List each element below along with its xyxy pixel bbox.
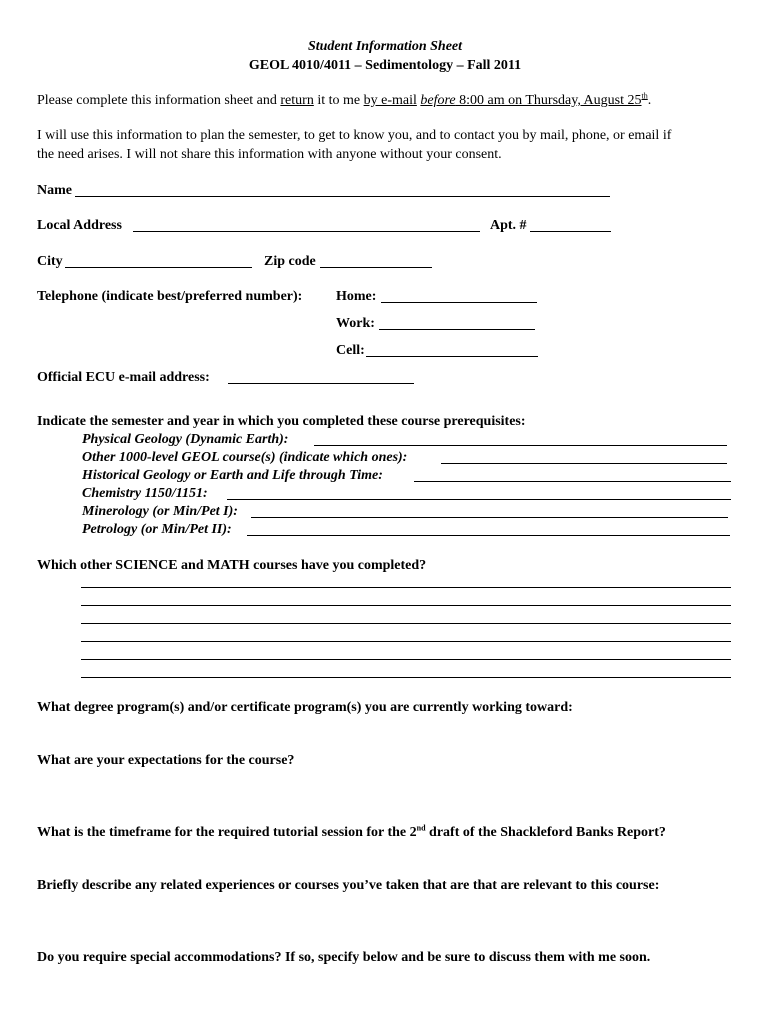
prereq-label: Minerology (or Min/Pet I): xyxy=(82,504,238,519)
timeframe-ordinal: nd xyxy=(416,823,426,833)
due-date-suffix: th xyxy=(641,91,648,101)
experiences-question: Briefly describe any related experiences or courses you’ve taken that are that are relevant to this course: xyxy=(37,878,660,893)
name-label: Name xyxy=(37,183,72,198)
instructions-period: . xyxy=(647,93,652,108)
city-label: City xyxy=(37,254,63,269)
home-phone-label: Home: xyxy=(336,289,377,304)
cell-phone-field[interactable] xyxy=(366,356,538,357)
before-text: before xyxy=(420,93,456,108)
prereq-field-petrology[interactable] xyxy=(247,535,730,536)
prereq-field-other-geol[interactable] xyxy=(441,463,727,464)
prereq-label: Chemistry 1150/1151: xyxy=(82,486,208,501)
science-math-question: Which other SCIENCE and MATH courses have you completed? xyxy=(37,558,427,573)
prereq-field-historical-geology[interactable] xyxy=(414,481,731,482)
apt-field[interactable] xyxy=(530,231,611,232)
degree-program-question: What degree program(s) and/or certificate program(s) you are currently working toward: xyxy=(37,700,573,715)
instructions-text: Please complete this information sheet and xyxy=(37,93,281,108)
zip-code-field[interactable] xyxy=(320,267,432,268)
city-field[interactable] xyxy=(65,267,252,268)
science-math-answer-line[interactable] xyxy=(81,587,731,588)
prereq-label: Other 1000-level GEOL course(s) (indicate which ones): xyxy=(82,450,408,465)
prereq-field-minerology[interactable] xyxy=(251,517,728,518)
ecu-email-label: Official ECU e-mail address: xyxy=(37,370,210,385)
cell-phone-label: Cell: xyxy=(336,343,365,358)
local-address-label: Local Address xyxy=(37,218,122,233)
prereq-field-physical-geology[interactable] xyxy=(314,445,727,446)
timeframe-text-2: draft of the Shackleford Banks Report? xyxy=(425,825,666,840)
privacy-line-2: the need arises. I will not share this information with anyone without your consent. xyxy=(37,147,502,162)
course-title: GEOL 4010/4011 – Sedimentology – Fall 2011 xyxy=(248,58,522,73)
return-text: return xyxy=(280,93,314,108)
by-email-text: by e-mail xyxy=(363,93,417,108)
timeframe-question xyxy=(37,824,666,842)
prereq-label: Petrology (or Min/Pet II): xyxy=(82,522,232,537)
due-date-text: 8:00 am on Thursday, August 25 xyxy=(455,93,642,108)
name-field[interactable] xyxy=(75,196,610,197)
sheet-title: Student Information Sheet xyxy=(307,39,463,54)
science-math-answer-line[interactable] xyxy=(81,677,731,678)
timeframe-text: What is the timeframe for the required tutorial session for the 2 xyxy=(37,825,417,840)
prereq-label: Historical Geology or Earth and Life through Time: xyxy=(82,468,383,483)
prereq-field-chemistry[interactable] xyxy=(227,499,731,500)
prereq-label: Physical Geology (Dynamic Earth): xyxy=(82,432,289,447)
science-math-answer-line[interactable] xyxy=(81,659,731,660)
instructions-paragraph xyxy=(37,92,651,110)
instructions-text-2: it to me xyxy=(313,93,364,108)
work-phone-label: Work: xyxy=(336,316,375,331)
zip-code-label: Zip code xyxy=(264,254,316,269)
telephone-label: Telephone (indicate best/preferred number): xyxy=(37,289,303,304)
science-math-answer-line[interactable] xyxy=(81,623,731,624)
local-address-field[interactable] xyxy=(133,231,480,232)
expectations-question: What are your expectations for the course? xyxy=(37,753,295,768)
prereqs-heading: Indicate the semester and year in which you completed these course prerequisites: xyxy=(37,414,526,429)
science-math-answer-line[interactable] xyxy=(81,605,731,606)
work-phone-field[interactable] xyxy=(379,329,535,330)
privacy-line-1: I will use this information to plan the semester, to get to know you, and to contact you by mail, phone, or email if xyxy=(37,128,672,143)
home-phone-field[interactable] xyxy=(381,302,537,303)
apt-label: Apt. # xyxy=(490,218,527,233)
science-math-answer-line[interactable] xyxy=(81,641,731,642)
ecu-email-field[interactable] xyxy=(228,383,414,384)
accommodations-question: Do you require special accommodations? If so, specify below and be sure to discuss them with me soon. xyxy=(37,950,651,965)
